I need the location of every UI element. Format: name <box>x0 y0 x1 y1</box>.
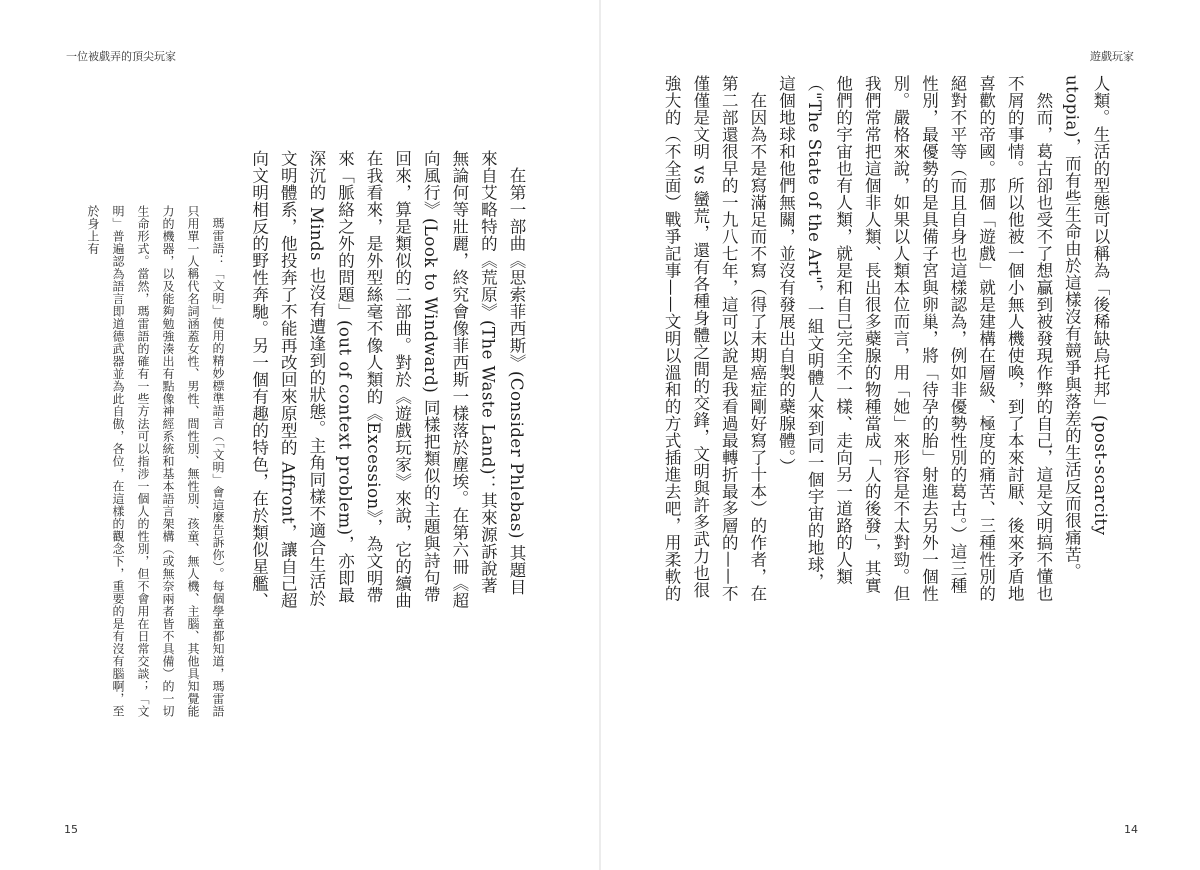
page-number: 14 <box>1124 823 1138 836</box>
paragraph: 然而，葛古卻也受不了想贏到被發現作弊的自己，這是文明搞不懂也不屑的事情。所以他被一個小無人機使喚，到了本來討厭、後來矛盾地喜歡的帝國。那個「遊戲」就是建構在層級、極度的痛苦、三種性別的絕對不平等（而且自身也這樣認為，例如非優勢性別的葛古。）這三種性別，最優勢的是具備子宮與卵巢，將「待孕的胎」射進去另外一個性別。嚴格來說，如果以人類本位而言，用「她」來形容是不太對勁。但我們常常把這個非人類、長出很多蘗腺的物種當成「人的後發」，其實他們的宇宙也有人類，就是和自己完全不一樣、走向另一道路的人類（"The State of the Art"，一組文明體人來到同一個宇宙的地球，這個地球和他們無關，並沒有發展出自製的蘗腺體。） <box>776 75 1053 602</box>
paragraph: 人類。生活的型態可以稱為「後稀缺烏托邦」(post-scarcity utopia)，而有些生命由於這樣沒有競爭與落差的生活反而很痛苦。 <box>1062 75 1110 580</box>
paragraph: 在因為不是寫滿足而不寫（得了末期癌症剛好寫了十本）的作者，在第二部還很早的一九八七年，這可以說是我看過最轉折最多層的——不僅僅是文明 vs 蠻荒，還有各種身體之間的交鋒，文明與許多武力也很強大的（不全面）戰爭記事——文明以溫和的方式插進去吧，用柔軟的 <box>662 75 767 602</box>
running-head: 遊戲玩家 <box>1090 50 1134 63</box>
paragraph: 在第一部曲《思索菲西斯》(Consider Phlebas) 其題目來自艾略特的《荒原》(The Waste Land)：其來源訴說著無論何等壯麗，終究會像菲西斯一樣落於塵埃。在第六冊《超向風行》(Look to Windward) 同樣把類似的主題與詩句帶回來，算是類似的二部曲。對於《遊戲玩家》來說，它的續曲在我看來，是外型絲毫不像人類的《Excession》，為文明帶來「脈絡之外的問題」(out of context problem)，亦即最深沉的 Minds 也沒有遭逢到的狀態。主角同樣不適合生活於文明體系，他投奔了不能再改回來原型的 Affront，讓自己超向文明相反的野性奔馳。另一個有趣的特色，在於類似星艦、 <box>250 150 526 610</box>
page-number: 15 <box>64 823 78 836</box>
footnote-text: 瑪雷語：「文明」使用的精妙標準語言（「文明」會這麼告訴你）。每個學童都知道，瑪雷語只用單一人稱代名詞涵蓋女性、男性、間性別、無性別、孩童、無人機、主腦、其他具知覺能力的機器，以及能夠勉強湊出有點像神經系統和基本語言架構（或無奈兩者皆不具備）的一切生命形式。當然，瑪雷語的確有一些方法可以指涉一個人的性別，但不會用在日常交談；「文明」普遍認為語言即道德武器並為此自傲，各位，在這樣的觀念下，重要的是有沒有腦啊，至於身上有 <box>86 205 225 718</box>
main-text <box>662 75 1114 605</box>
footnote <box>62 205 230 725</box>
main-text <box>250 150 530 610</box>
right-page <box>600 0 1200 870</box>
running-head: 一位被戲弄的頂尖玩家 <box>66 50 176 63</box>
